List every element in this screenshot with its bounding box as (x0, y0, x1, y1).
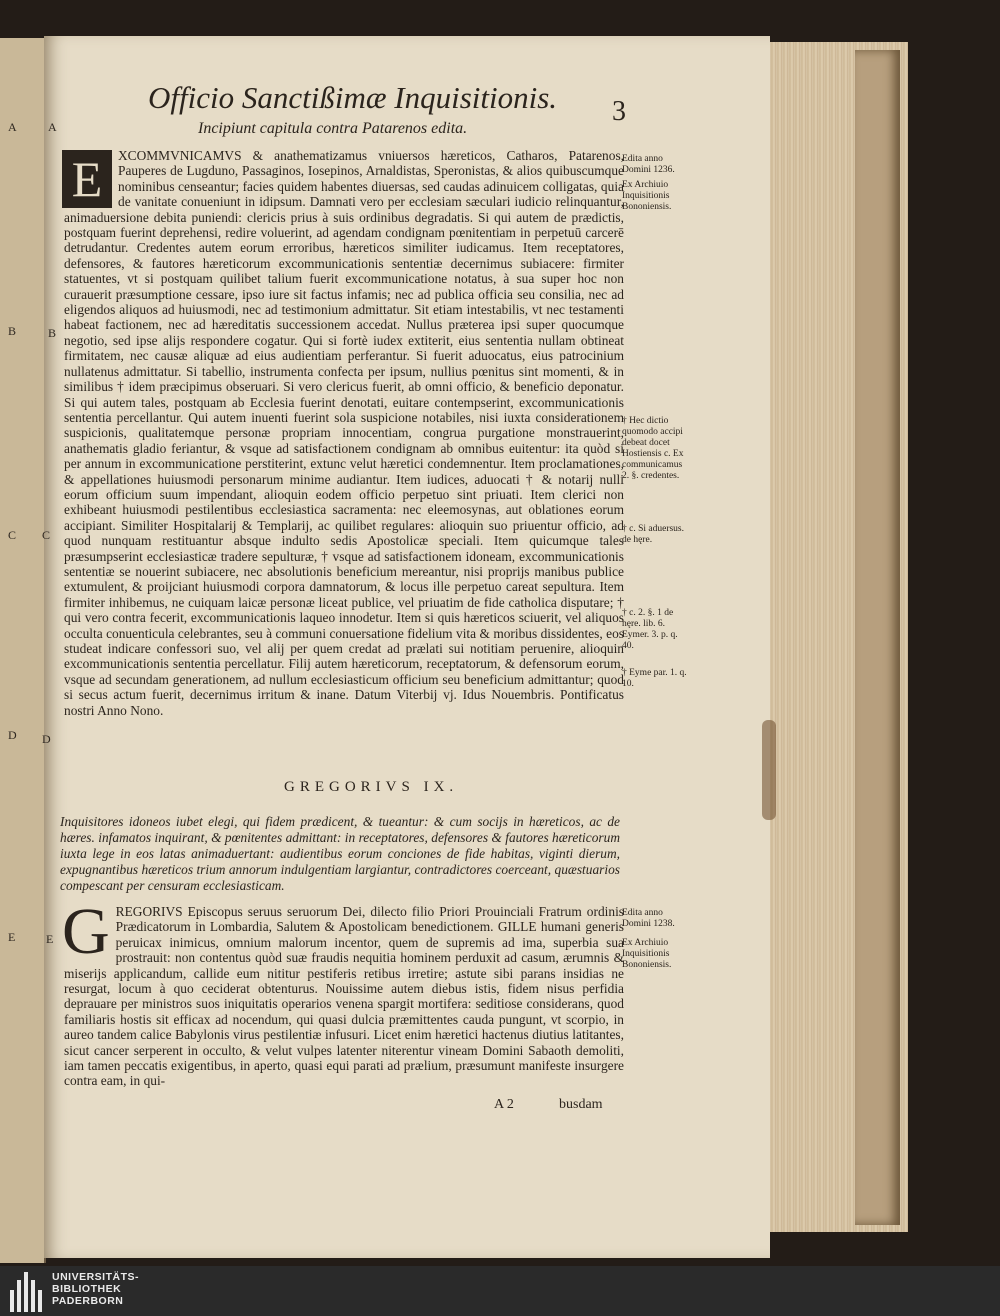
library-line-1: UNIVERSITÄTS- (52, 1271, 140, 1283)
book-page (44, 36, 770, 1258)
library-logo-icon (8, 1270, 48, 1312)
left-letter-b: B (8, 324, 17, 338)
bull-summary: Inquisitores idoneos iubet elegi, qui fidem prædicent, & tueantur: & cum socijs in hæreticos, ac de hæres. infamatos inquirant, & pœnitentes admittant: in receptatores, defensores & fautores hæreticorum iuxta lege in eos latas animaduertant: audientibus eorum conciones de fide habitas, viginti dierum, expugnantibus hæreticos trium annorum indulgentiam largiantur, contradictores coerceant, quæstuarios compescant per censuram ecclesiasticam. (60, 814, 620, 893)
catchword: busdam (559, 1097, 603, 1112)
left-letter-e: E (8, 930, 16, 944)
left-letter-d: D (8, 728, 17, 742)
section-letter-e: E (46, 932, 54, 946)
book-cover-edge (855, 50, 900, 1225)
margin-note-archive-2: Ex Archiuio Inquisitionis Bononiensis. (622, 938, 672, 970)
left-letter-c: C (8, 528, 17, 542)
margin-note-si-aduersus: † c. Si aduersus. de hęre. (622, 524, 685, 545)
section-letter-a: A (48, 120, 57, 134)
margin-note-hostiensis: † Hec dictio quomodo accipi debeat docet Hostiensis c. Ex communicamus 2. §. credentes. (622, 416, 684, 481)
left-page-edge (0, 38, 46, 1263)
bull-text: REGORIVS Episcopus seruus seruorum Dei, dilecto filio Priori Prouinciali Fratrum ordinis Prædicatorum in Lombardia, Salutem & Apostolicam benedictionem. GILLE humani generis peruicax inimicus, omnium malorum incentor, quem de supremis ad ima, superbia sua prostrauit: non contentus quòd suæ fraudis nequitia hominem perduxit ad casum, ærumnis & miserijs applicandum, callide eum nititur pestiferis retibus irretire; astute sibi parans insidias ne resurgat, locum à quo ceciderat obtenturus. Nouissime autem diebus istis, fidem nisus perfidia deprauare per ministros suos iniquitatis operarios venena spargit mortifera: seditiose considerans, quod familiaris hostis sit efficax ad nocendum, qui quasi dulcia præmittentes cauda pungunt, vt scorpio, in aureo tandem calice Babylonis virus pestilentiæ infusuri. Licet enim hæretici hactenus diutius latitantes, sicut cancer serperent in occulto, & velut vulpes latenter niterentur vineam Domini Sabaoth demoliti, iam tamen peccatis exigentibus, in aperto, quasi equi parati ad prælium, præsumunt manifeste insurgere contra eam, in qui- (64, 904, 624, 1089)
library-name (52, 1271, 139, 1307)
running-title: Officio Sanctißimæ Inquisitionis. (148, 80, 558, 115)
decree-text: XCOMMVNICAMVS & anathematizamus vniuersos hæreticos, Catharos, Patarenos, Pauperes de Lugduno, Passaginos, Iosepinos, Arnaldistas, Speronistas, & alios quibuscumque nominibus censeantur; facies quidem habentes diuersas, sed caudas adinuicem colligatas, quia de vanitate conueniunt in idipsum. Damnati vero per ecclesiam sæculari iudicio relinquantur, animaduersione debita puniendi: clericis prius à suis ordinibus degradatis. Si qui autem de prædictis, postquam fuerint deprehensi, redire voluerint, ad agendam condignam pœnitentiam in perpetuū carcerē detrudantur. Credentes autem eorum erroribus, hæreticos similiter iudicamus. Item receptatores, defensores, & fautores hæreticorum excommunicationis sententiæ decernimus subiacere: firmiter statuentes, vt si postquam quilibet talium fuerit excommunicatione notatus, à sua super hoc non curauerit præsumptione cessare, ipso iure sit factus infamis; nec ad publica officia seu consilia, nec ad eligendos aliquos ad huiusmodi, nec ad testimonium admittatur. Sit etiam intestabilis, vt nec testamenti habeat factionem, nec ad hæreditatis successionem accedat. Nullus præterea ipsi super quocumque negotio, sed ipse alijs respondere cogatur. Qui si fortè iudex extiterit, eius sententia nullam obtineat firmitatem, nec causæ aliquæ ad eius audientiam perferantur. Si fuerit aduocatus, eius patrocinium nullatenus admittatur. Si tabellio, instrumenta confecta per ipsum, nullius pœnitus sint momenti, & in similibus † idem præcipimus obseruari. Si vero clericus fuerit, ab omni officio, & beneficio deponatur. Si qui autem tales, postquam ab Ecclesia fuerint denotati, euitare contempserint, excommunicationis sententia percellantur. Qui autem inuenti fuerint sola suspicione notabiles, nisi iuxta considerationem suspicionis, qualitatemque personæ propriam innocentiam, congrua purgatione monstrauerint, anathematis gladio feriantur, & vsque ad satisfactionem condignam ab omnibus euitentur: ita quòd si per annum in excommunicatione perstiterint, extunc velut hæretici condemnentur. Item proclamationes, & appellationes huiusmodi personarum minime audiantur. Item iudices, aduocati † & notarij nulli eorum officium suum impendant, alioquin eodem officio perpetuo sint priuati. Item clerici non exhibeant huiusmodi pestilentibus ecclesiastica sacramenta: nec eleemosynas, aut oblationes eorum accipiant. Similiter Hospitalarij & Templarij, ac quilibet regulares: alioquin suo priuentur officio, ad quod nunquam restituantur absque indulto sedis Apostolicæ speciali. Item quicumque tales præsumpserint ecclesiasticæ tradere sepulturæ, † vsque ad satisfactionem idoneam, excommunicationis sententiæ se nouerint subiacere, nec absolutionis beneficium mereantur, nisi proprijs manibus publice extumulent, & proijciant huiusmodi corpora damnatorum, & locus ille perpetuo careat sepultura. Item firmiter inhibemus, ne cuiquam laicæ personæ liceat publice, vel priuatim de fide catholica disputare; † qui vero contra fecerit, excommunicationis laqueo innodetur. Item si quis hæreticos sciuerit, vel aliquos occulta conuenticula celebrantes, seu à communi conuersatione fidelium vita & moribus dissidentes, eos studeat indicare confessori suo, vel alij per quem credat ad prælati sui notitiam peruenire, alioquin excommunicationis sententia percellatur. Filij autem hæreticorum, receptatorum, & defensorum eorum, vsque ad secundam generationem, ad nullum ecclesiasticum officium seu beneficium admittantur; quod si secus actum fuerit, decernimus irritum & inane. Datum Viterbij vj. Idus Nouembris. Pontificatus nostri Anno Nono. (64, 148, 624, 718)
section-letter-c: C (42, 528, 51, 542)
initial-g: G (62, 895, 110, 968)
decree-paragraph (64, 148, 624, 718)
margin-note-eyme: † Eyme par. 1. q. 10. (622, 668, 687, 689)
library-footer-bar (0, 1266, 1000, 1316)
library-line-3: PADERBORN (52, 1295, 124, 1307)
chapter-subtitle: Incipiunt capitula contra Patarenos edita. (198, 120, 468, 137)
page-stain (762, 720, 776, 820)
page-number: 3 (612, 96, 626, 127)
section-letter-b: B (48, 326, 57, 340)
signature-mark: A 2 (494, 1097, 514, 1112)
bull-paragraph (62, 895, 624, 1092)
library-line-2: BIBLIOTHEK (52, 1283, 122, 1295)
margin-note-date: Edita anno Domini 1236. (622, 154, 675, 175)
margin-note-eymer: † c. 2. §. 1 de hęre. lib. 6. Eymer. 3. p. q. 40. (622, 608, 678, 651)
margin-note-date-2: Edita anno Domini 1238. (622, 908, 675, 929)
decorated-initial-e: E (62, 150, 112, 208)
left-letter-a: A (8, 120, 17, 134)
section-heading: GREGORIVS IX. (284, 779, 459, 795)
margin-note-archive: Ex Archiuio Inquisitionis Bononiensis. (622, 180, 672, 212)
section-letter-d: D (42, 732, 51, 746)
